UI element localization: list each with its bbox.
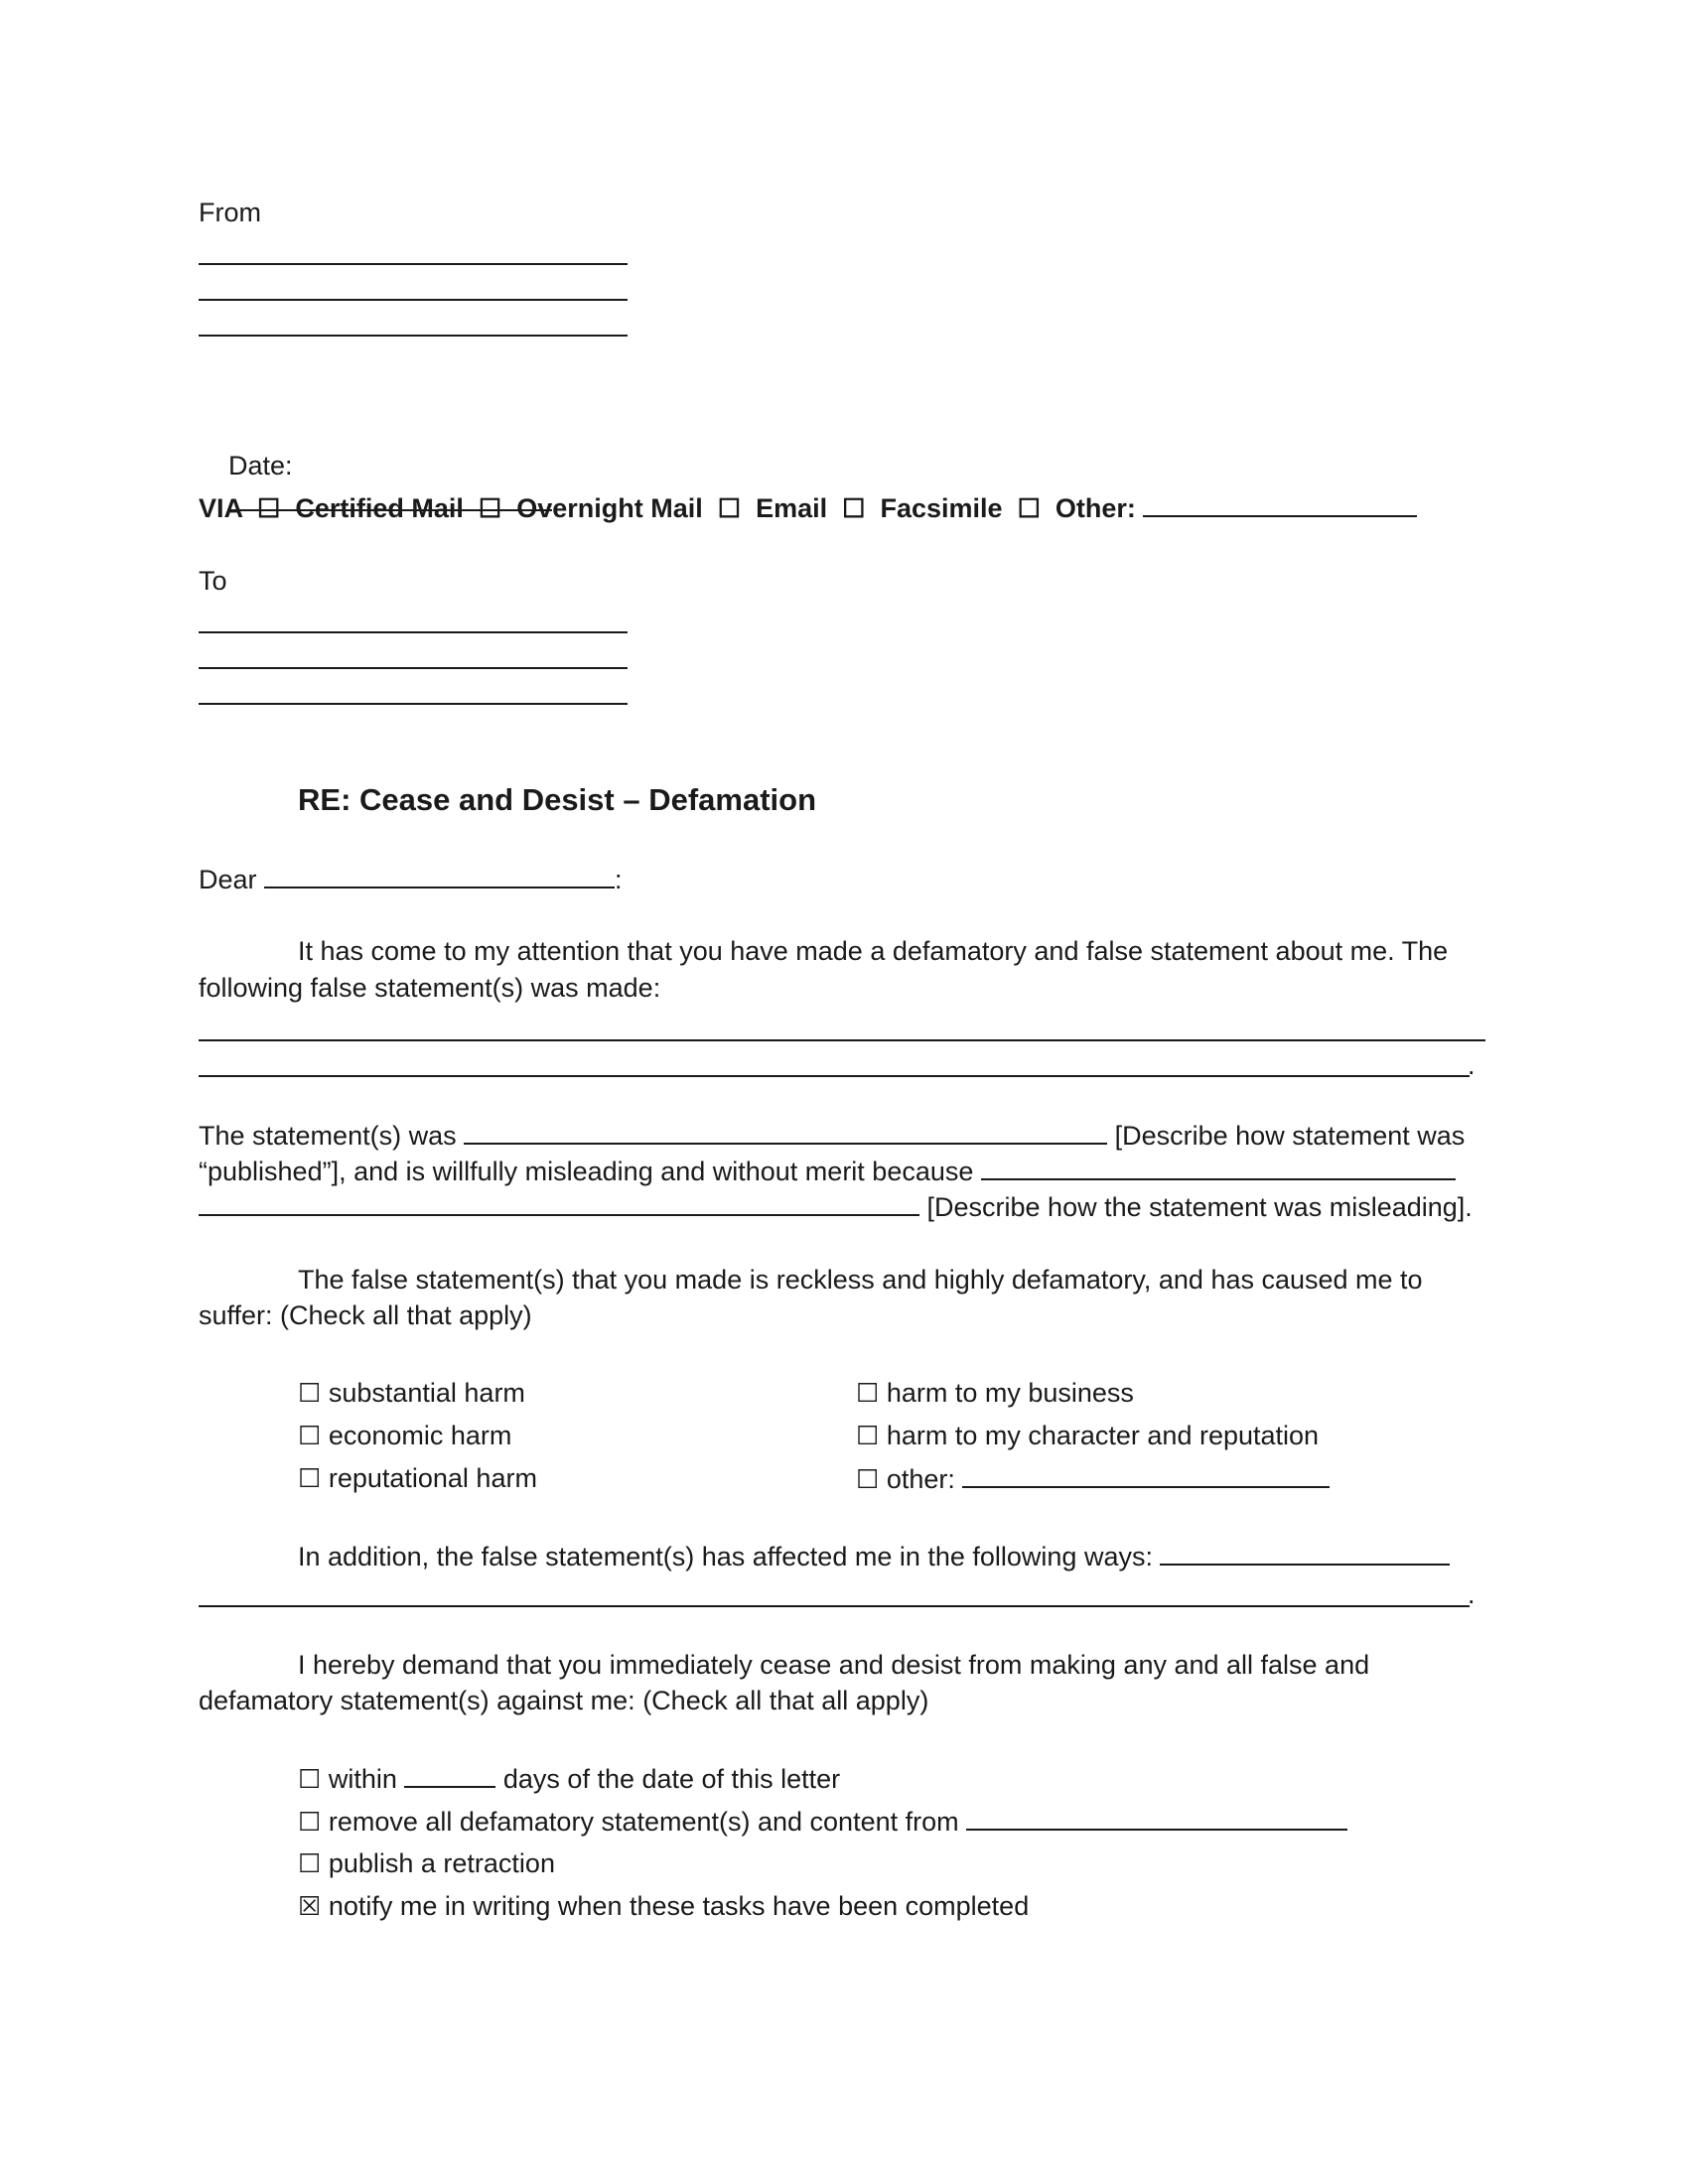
harm-substantial-label: substantial harm xyxy=(328,1378,525,1408)
para2-line3 xyxy=(199,1188,1473,1225)
demand-notify xyxy=(298,1888,1029,1924)
to-label: To xyxy=(199,566,227,596)
statement-period: . xyxy=(1468,1050,1476,1080)
to-line-2[interactable] xyxy=(199,667,628,669)
harm-economic-label: economic harm xyxy=(328,1421,512,1450)
para2-line2 xyxy=(199,1153,1456,1189)
salutation-colon: : xyxy=(615,865,623,894)
harm-reputational-checkbox[interactable]: ☐ xyxy=(298,1463,322,1493)
from-line-2[interactable] xyxy=(199,299,628,301)
harm-economic-checkbox[interactable]: ☐ xyxy=(298,1421,322,1450)
to-line-3[interactable] xyxy=(199,703,628,705)
harm-other-checkbox[interactable]: ☐ xyxy=(856,1464,880,1494)
demand-within-checkbox[interactable]: ☐ xyxy=(298,1764,322,1794)
date-row xyxy=(199,412,552,556)
para2-describe-published: [Describe how statement was xyxy=(1114,1121,1466,1151)
harm-substantial-checkbox[interactable]: ☐ xyxy=(298,1378,322,1408)
affected-ways-field-2[interactable] xyxy=(199,1605,1470,1607)
statement-line-1[interactable] xyxy=(199,1039,1485,1041)
demand-within-end: days of the date of this letter xyxy=(502,1764,841,1794)
harm-character-label: harm to my character and reputation xyxy=(886,1421,1320,1450)
para1-line1: It has come to my attention that you have made a defamatory and false statement about me. The xyxy=(298,936,1449,966)
misleading-why-field-2[interactable] xyxy=(199,1188,919,1216)
harm-reputational xyxy=(298,1460,537,1496)
para4-line1 xyxy=(298,1538,1450,1574)
demand-within-label: within xyxy=(328,1764,397,1794)
demand-remove-label: remove all defamatory statement(s) and content from xyxy=(328,1807,959,1837)
demand-within xyxy=(298,1760,840,1797)
harm-business xyxy=(856,1375,1134,1411)
via-overnight-label: Overnight Mail xyxy=(516,493,703,523)
via-facsimile-label: Facsimile xyxy=(880,493,1003,523)
harm-character xyxy=(856,1418,1319,1453)
para2-line1 xyxy=(199,1117,1465,1154)
via-certified-checkbox[interactable]: ☐ xyxy=(257,493,281,523)
demand-remove-checkbox[interactable]: ☐ xyxy=(298,1807,322,1837)
via-email-checkbox[interactable]: ☐ xyxy=(717,493,742,523)
harm-economic xyxy=(298,1418,511,1453)
via-email-label: Email xyxy=(756,493,828,523)
via-certified-label: Certified Mail xyxy=(295,493,464,523)
demand-remove-field[interactable] xyxy=(966,1803,1347,1831)
via-facsimile-checkbox[interactable]: ☐ xyxy=(842,493,866,523)
para3-line2: suffer: (Check all that apply) xyxy=(199,1300,532,1330)
harm-character-checkbox[interactable]: ☐ xyxy=(856,1421,880,1450)
to-line-1[interactable] xyxy=(199,631,628,633)
from-line-3[interactable] xyxy=(199,335,628,337)
para4-period: . xyxy=(1468,1579,1476,1609)
via-other-label: Other: xyxy=(1055,493,1136,523)
from-line-1[interactable] xyxy=(199,263,628,265)
demand-notify-label: notify me in writing when these tasks have been completed xyxy=(328,1891,1030,1921)
harm-business-checkbox[interactable]: ☐ xyxy=(856,1378,880,1408)
demand-retraction-checkbox[interactable]: ☐ xyxy=(298,1848,322,1878)
harm-other xyxy=(856,1460,1330,1497)
demand-retraction-label: publish a retraction xyxy=(328,1848,555,1878)
harm-reputational-label: reputational harm xyxy=(328,1463,537,1493)
via-other-field[interactable] xyxy=(1143,489,1417,517)
salutation-field[interactable] xyxy=(264,861,615,888)
subject-title: RE: Cease and Desist – Defamation xyxy=(298,782,817,817)
affected-ways-field-1[interactable] xyxy=(1160,1538,1450,1566)
para4-text: In addition, the false statement(s) has affected me in the following ways: xyxy=(298,1542,1153,1571)
via-other-checkbox[interactable]: ☐ xyxy=(1017,493,1041,523)
salutation-row xyxy=(199,861,623,897)
para2-start: The statement(s) was xyxy=(199,1121,457,1151)
para3-line1: The false statement(s) that you made is reckless and highly defamatory, and has caused me to xyxy=(298,1265,1423,1295)
via-row xyxy=(199,489,1417,526)
via-label: VIA xyxy=(199,493,243,523)
demand-notify-checkbox[interactable]: ☒ xyxy=(298,1891,322,1921)
harm-other-field[interactable] xyxy=(962,1460,1330,1488)
date-label: Date: xyxy=(228,451,293,480)
harm-substantial xyxy=(298,1375,525,1411)
salutation-label: Dear xyxy=(199,865,257,894)
published-how-field[interactable] xyxy=(464,1117,1107,1145)
para2-describe-misleading: [Describe how the statement was misleading]. xyxy=(926,1192,1473,1222)
para2-because: “published”], and is willfully misleading and without merit because xyxy=(199,1157,974,1186)
para5-line2: defamatory statement(s) against me: (Check all that all apply) xyxy=(199,1686,929,1715)
via-overnight-checkbox[interactable]: ☐ xyxy=(478,493,502,523)
harm-other-label: other: xyxy=(886,1464,955,1494)
demand-remove xyxy=(298,1803,1347,1840)
harm-business-label: harm to my business xyxy=(886,1378,1134,1408)
misleading-why-field-1[interactable] xyxy=(981,1153,1456,1180)
demand-retraction xyxy=(298,1845,555,1881)
demand-days-field[interactable] xyxy=(404,1760,495,1788)
statement-line-2[interactable] xyxy=(199,1075,1470,1077)
para1-line2: following false statement(s) was made: xyxy=(199,973,661,1003)
from-label: From xyxy=(199,198,261,227)
para5-line1: I hereby demand that you immediately cease and desist from making any and all false and xyxy=(298,1650,1370,1680)
